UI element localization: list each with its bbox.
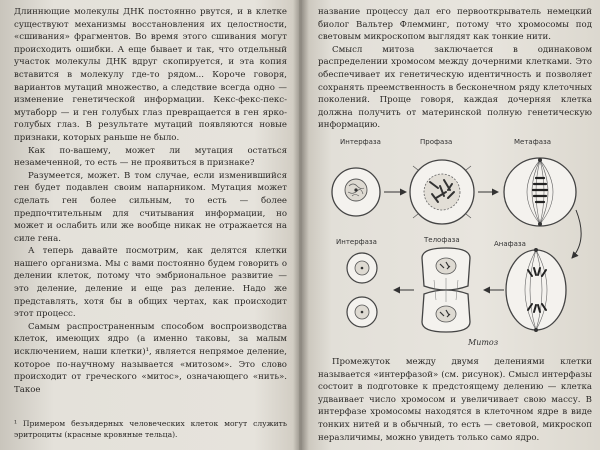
cell-telophase <box>422 248 470 332</box>
footnote-text: ¹ Примером безъядерных человеческих клеток могут служить эритроциты (красные кровяные тельца). <box>14 419 287 439</box>
right-paragraph-3: Промежуток между двумя делениями клетки называется «интерфазой» (см. рисунок). Смысл интерфазы состоит в подготовке к предстоящему делению — клетка удваивает число хромосом и увеличивает свою массу. В интерфазе хромосомы находятся в клеточном ядре в виде тонких нитей и в обычный, то есть — световой, микроскоп неразличимы, можно увидеть только само ядро. <box>318 356 592 443</box>
label-anaphase: Анафаза <box>494 239 526 248</box>
label-interphase-top: Интерфаза <box>340 137 381 146</box>
right-paragraph-2: Смысл митоза заключается в одинаковом распределении хромосом между дочерними клетками. Это обеспечивает их генетическую идентичность и позволяет сохранять преемственность в бесконечном ряду клеточных поколений. Проще говоря, каждая дочерняя клетка должна получить от материнской полную генетическую информацию. <box>318 44 592 131</box>
book-gutter <box>293 0 309 450</box>
left-paragraph-3: Разумеется, может. В том случае, если изменившийся ген будет подавлен своим напарником. Мутация может сделать ген более сильным, то есть — более предпочтительным для считывания информации, но может и ослабить или же вообще никак не отражается на силе гена. <box>14 170 287 244</box>
right-page <box>302 0 600 450</box>
left-paragraph-1: Длиннющие молекулы ДНК постоянно рвутся, и в клетке существуют механизмы восстановления их целостности, «сшивания» фрагментов. Во время этого сшивания могут происходить ошибки. А еще бывает и так, что отдельный участок молекулы ДНК вдруг скопируется, и эта копия вставится в молекулу где-то рядом... Короче говоря, вариантов мутаций множество, а следствие всегда одно — изменение генетической информации. Кекс-фекс-пекс-мутаборр — и ген голубых глаз превращается в ген ярко-голубых глаз. В результате мутаций появляются новые признаки, которых раньше не было. <box>14 7 287 143</box>
right-paragraph-1: название процессу дал его первооткрыватель немецкий биолог Вальтер Флемминг, потому что хромосомы под световым микроскопом выглядят как тонкие нити. <box>318 7 592 43</box>
label-telophase: Телофаза <box>424 235 460 244</box>
label-interphase-bottom: Интерфаза <box>336 237 377 246</box>
figure-caption: Митоз <box>468 337 499 347</box>
left-paragraph-4: А теперь давайте посмотрим, как делятся клетки нашего организма. Мы с вами постоянно будем говорить о делении клеток, потому что эмбриональное развитие — это деление, деление и еще раз деление. Надо же представлять, хотя бы в общих чертах, как происходит этот процесс. <box>14 246 287 320</box>
label-metaphase: Метафаза <box>514 137 551 146</box>
label-prophase: Профаза <box>420 137 453 146</box>
cell-metaphase <box>504 158 576 226</box>
left-page <box>0 0 299 450</box>
cell-interphase-bottom <box>347 253 377 327</box>
cell-anaphase <box>506 248 566 332</box>
left-paragraph-2: Как по-вашему, может ли мутация остаться незамеченной, то есть — не проявиться в признаке? <box>14 145 287 169</box>
cell-interphase-top <box>332 168 380 216</box>
cell-prophase <box>410 160 474 224</box>
footnote <box>14 418 287 440</box>
mitosis-figure <box>318 137 592 350</box>
left-paragraph-5: Самым распространенным способом воспроизводства клеток, имеющих ядро (а именно таковы, за малым исключением, наши клетки)¹, является непрямое деление, которое по-научному называется «митозом». Это слово происходит от греческого «митос», означающего «нить». Такое <box>14 321 287 395</box>
arrow-3 <box>572 210 581 258</box>
